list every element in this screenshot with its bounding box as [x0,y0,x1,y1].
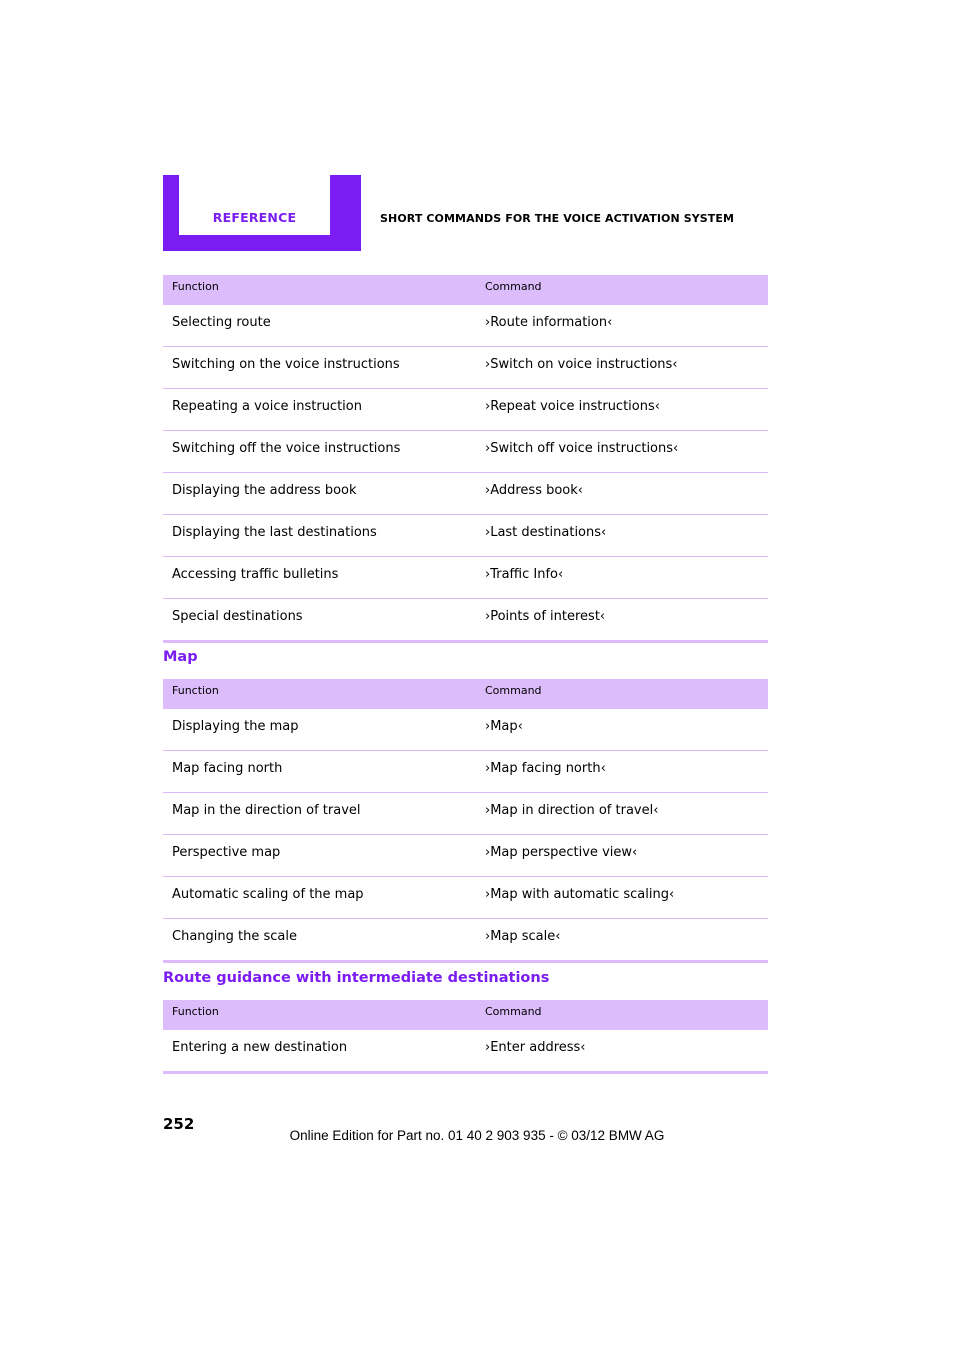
column-header-function: Function [172,1005,219,1018]
table-row [163,599,768,643]
command-cell: ›Map scale‹ [485,929,561,944]
table-row [163,347,768,389]
function-cell: Displaying the address book [172,483,357,498]
section-tab [163,175,361,251]
table-row [163,835,768,877]
column-header-function: Function [172,280,219,293]
function-cell: Perspective map [172,845,281,860]
table-row [163,751,768,793]
function-cell: Switching on the voice instructions [172,357,400,372]
function-cell: Repeating a voice instruction [172,399,362,414]
table-row [163,305,768,347]
column-header-command: Command [485,684,542,697]
table-row [163,877,768,919]
table-header [163,275,768,305]
section-tab-label: REFERENCE [212,210,297,225]
function-cell: Entering a new destination [172,1040,348,1055]
table-row [163,431,768,473]
table-row [163,389,768,431]
route-section-heading: Route guidance with intermediate destinations [163,970,550,986]
command-cell: ›Map facing north‹ [485,761,606,776]
route-commands-table [163,1000,768,1074]
function-cell: Changing the scale [172,929,297,944]
command-cell: ›Map‹ [485,719,523,734]
function-cell: Map in the direction of travel [172,803,361,818]
function-cell: Switching off the voice instructions [172,441,401,456]
map-section-heading: Map [163,649,198,665]
command-cell: ›Address book‹ [485,483,583,498]
column-header-function: Function [172,684,219,697]
command-cell: ›Switch off voice instructions‹ [485,441,679,456]
function-cell: Special destinations [172,609,303,624]
table-row [163,793,768,835]
function-cell: Selecting route [172,315,271,330]
function-cell: Accessing traffic bulletins [172,567,339,582]
function-cell: Displaying the last destinations [172,525,377,540]
table-row [163,919,768,963]
table-row [163,1030,768,1074]
command-cell: ›Traffic Info‹ [485,567,564,582]
function-cell: Displaying the map [172,719,299,734]
command-cell: ›Map perspective view‹ [485,845,638,860]
navigation-commands-table [163,275,768,643]
page-number: 252 [163,1115,195,1133]
command-cell: ›Enter address‹ [485,1040,586,1055]
command-cell: ›Map in direction of travel‹ [485,803,659,818]
column-header-command: Command [485,1005,542,1018]
table-row [163,473,768,515]
section-tab-inner [179,175,330,235]
command-cell: ›Route information‹ [485,315,613,330]
page-title: SHORT COMMANDS FOR THE VOICE ACTIVATION SYSTEM [380,212,735,225]
command-cell: ›Points of interest‹ [485,609,606,624]
table-header [163,679,768,709]
table-row [163,709,768,751]
map-commands-table [163,679,768,963]
function-cell: Map facing north [172,761,283,776]
command-cell: ›Last destinations‹ [485,525,607,540]
command-cell: ›Map with automatic scaling‹ [485,887,675,902]
command-cell: ›Switch on voice instructions‹ [485,357,678,372]
command-cell: ›Repeat voice instructions‹ [485,399,660,414]
table-row [163,515,768,557]
column-header-command: Command [485,280,542,293]
function-cell: Automatic scaling of the map [172,887,364,902]
table-row [163,557,768,599]
table-header [163,1000,768,1030]
edition-note: Online Edition for Part no. 01 40 2 903 935 - © 03/12 BMW AG [289,1128,665,1143]
